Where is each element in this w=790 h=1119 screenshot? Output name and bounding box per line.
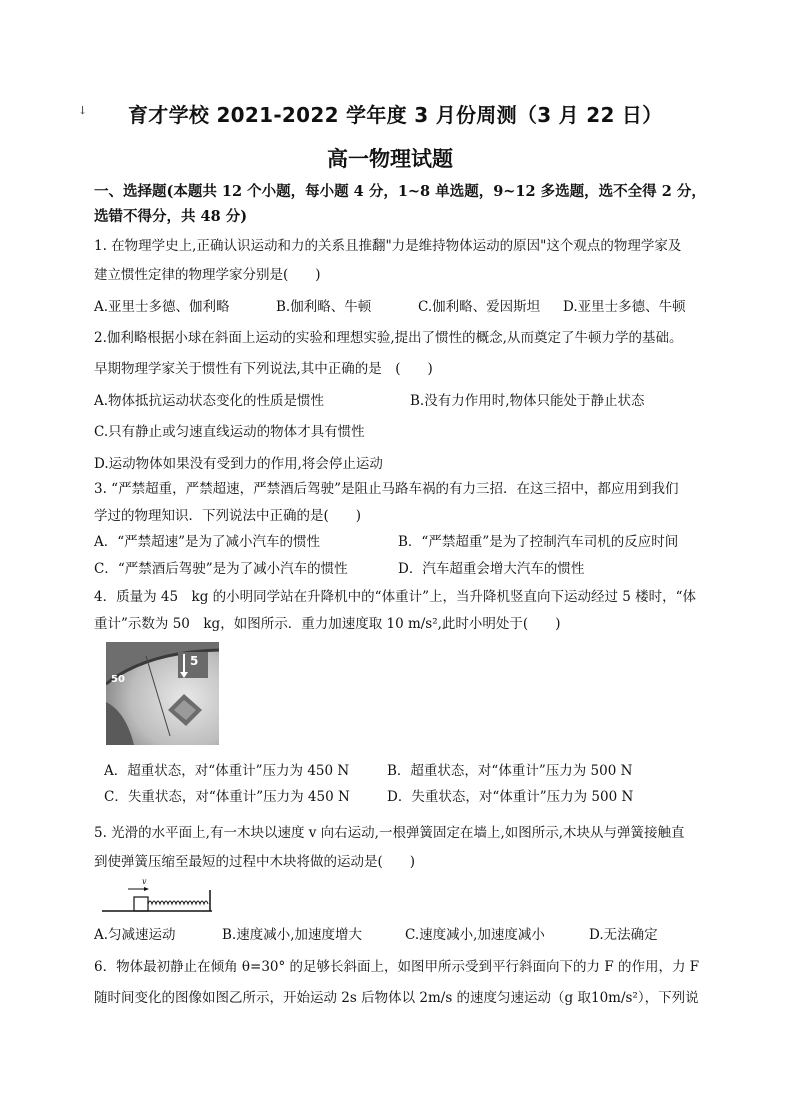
question-4-option-c: C．失重状态，对“体重计”压力为 450 N	[104, 789, 350, 805]
spring-block-figure	[100, 876, 215, 916]
section-heading-line2: 选错不得分，共 48 分)	[94, 208, 248, 225]
question-5-option-d: D.无法确定	[589, 927, 658, 943]
question-1-line2: 建立惯性定律的物理学家分别是( )	[94, 267, 321, 283]
question-4-option-b: B．超重状态，对“体重计”压力为 500 N	[387, 763, 633, 779]
question-1-line1: 1. 在物理学史上,正确认识运动和力的关系且推翻"力是维持物体运动的原因"这个观点的物理学家及	[94, 238, 682, 254]
velocity-label: v	[142, 877, 147, 886]
question-2-option-c: C.只有静止或匀速直线运动的物体才具有惯性	[94, 424, 365, 440]
question-2-option-d: D.运动物体如果没有受到力的作用,将会停止运动	[94, 456, 383, 472]
question-6-line2: 随时间变化的图像如图乙所示，开始运动 2s 后物体以 2m/s 的速度匀速运动（g 取10m/s²），下列说	[94, 990, 699, 1006]
question-5-line1: 5. 光滑的水平面上,有一木块以速度 v 向右运动,一根弹簧固定在墙上,如图所示,木块从与弹簧接触直	[94, 825, 685, 841]
question-2-option-a: A.物体抵抗运动状态变化的性质是惯性	[94, 393, 325, 409]
question-2-line1: 2.伽利略根据小球在斜面上运动的实验和理想实验,提出了惯性的概念,从而奠定了牛顿力学的基础。	[94, 330, 683, 346]
question-3-option-c: C．“严禁酒后驾驶”是为了减小汽车的惯性	[94, 561, 348, 577]
question-4-line1: 4．质量为 45 kg 的小明同学站在升降机中的“体重计”上，当升降机竖直向下运动经过 5 楼时，“体	[94, 589, 697, 605]
question-5-option-a: A.匀减速运动	[94, 927, 176, 943]
question-3-line1: 3. “严禁超重，严禁超速，严禁酒后驾驶”是阻止马路车祸的有力三招．在这三招中，都应用到我们	[94, 481, 679, 497]
floor-number-label: 5	[190, 654, 199, 668]
question-3-line2: 学过的物理知识．下列说法中正确的是( )	[94, 508, 362, 524]
question-2-line2: 早期物理学家关于惯性有下列说法,其中正确的是 ( )	[94, 361, 433, 377]
question-1-option-b: B.伽利略、牛顿	[276, 299, 372, 315]
question-4-option-d: D．失重状态，对“体重计”压力为 500 N	[387, 789, 634, 805]
question-5-line2: 到使弹簧压缩至最短的过程中木块将做的运动是( )	[94, 854, 416, 870]
question-4-line2: 重计”示数为 50 kg，如图所示．重力加速度取 10 m/s²,此时小明处于( )	[94, 616, 561, 632]
question-3-option-b: B．“严禁超重”是为了控制汽车司机的反应时间	[398, 534, 679, 550]
page-subtitle: 高一物理试题	[327, 147, 453, 171]
scale-photo	[106, 642, 219, 745]
question-1-option-a: A.亚里士多德、伽利略	[94, 299, 230, 315]
question-5-option-c: C.速度减小,加速度减小	[405, 927, 545, 943]
section-heading-line1: 一、选择题(本题共 12 个小题，每小题 4 分，1~8 单选题，9~12 多选题，选不全得 2 分，	[94, 183, 706, 200]
question-3-option-a: A．“严禁超速”是为了减小汽车的惯性	[94, 534, 321, 550]
question-5-option-b: B.速度减小,加速度增大	[222, 927, 363, 943]
question-6-line1: 6．物体最初静止在倾角 θ=30° 的足够长斜面上，如图甲所示受到平行斜面向下的力 F 的作用，力 F	[94, 959, 700, 975]
question-2-option-b: B.没有力作用时,物体只能处于静止状态	[410, 393, 645, 409]
question-3-option-d: D．汽车超重会增大汽车的惯性	[398, 561, 585, 577]
question-1-option-c: C.伽利略、爱因斯坦	[418, 299, 541, 315]
question-4-option-a: A．超重状态，对“体重计”压力为 450 N	[104, 763, 350, 779]
question-1-option-d: D.亚里士多德、牛顿	[563, 299, 686, 315]
scale-reading-label: 50	[111, 674, 125, 685]
header-mark: ↓	[78, 104, 88, 117]
page-title: 育才学校 2021-2022 学年度 3 月份周测（3 月 22 日）	[128, 103, 663, 127]
